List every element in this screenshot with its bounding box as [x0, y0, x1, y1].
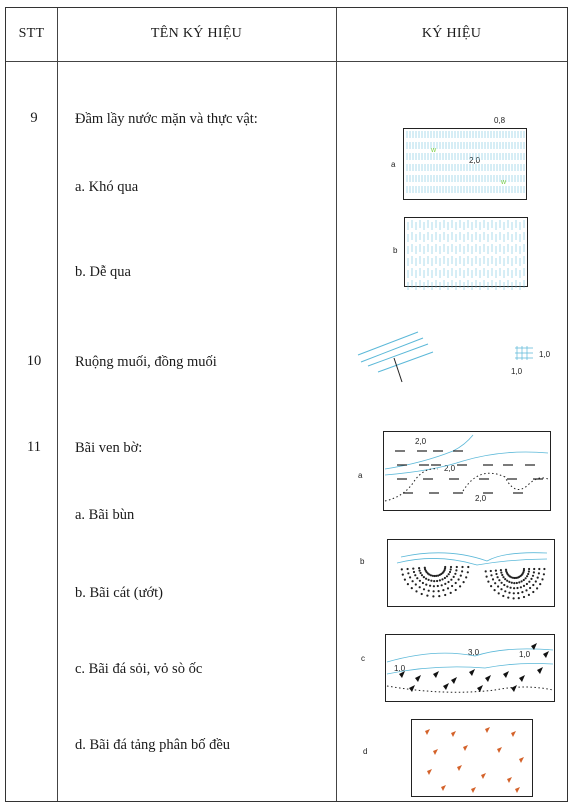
pattern-mark	[444, 594, 446, 596]
pattern-mark	[448, 573, 450, 575]
pattern-mark	[495, 573, 497, 575]
pattern-mark	[516, 587, 518, 589]
salt-field-small-symbol	[513, 346, 533, 362]
pattern-mark	[447, 587, 449, 589]
pattern-mark	[485, 570, 487, 572]
pattern-mark	[460, 575, 462, 577]
pattern-mark	[433, 580, 435, 582]
sub-item-label: c. Bãi đá sỏi, vỏ sò ốc	[75, 661, 203, 677]
pattern-mark	[455, 569, 457, 571]
header-stt: STT	[18, 26, 45, 41]
row-name: Đầm lầy nước mặn và thực vật:	[75, 111, 258, 127]
pattern-mark	[430, 580, 432, 582]
pattern-mark	[437, 585, 439, 587]
pattern-mark	[401, 568, 403, 570]
sub-item-label: b. Bãi cát (ướt)	[75, 585, 163, 601]
dimension-label: 1,0	[511, 367, 523, 376]
pattern-mark	[433, 590, 435, 592]
dimension-label: 3,0	[468, 648, 480, 657]
pattern-mark	[504, 590, 506, 592]
pattern-mark	[518, 597, 520, 599]
pattern-mark	[471, 787, 476, 793]
gravel-shell-symbol	[385, 634, 555, 702]
pattern-mark	[529, 587, 531, 589]
dimension-label: 1,0	[539, 350, 551, 359]
pattern-mark	[500, 588, 502, 590]
pattern-mark	[528, 594, 530, 596]
symbol-letter: b	[360, 557, 365, 566]
boulder-symbol	[411, 719, 533, 797]
pattern-mark	[404, 579, 406, 581]
pattern-mark	[450, 568, 452, 570]
pattern-mark	[526, 575, 528, 577]
pattern-mark	[420, 572, 422, 574]
pattern-mark	[507, 777, 512, 783]
pattern-mark	[451, 677, 457, 684]
pattern-mark	[446, 575, 448, 577]
pattern-mark	[523, 585, 525, 587]
pattern-mark	[497, 585, 499, 587]
pattern-mark	[539, 583, 541, 585]
column-divider	[336, 8, 337, 801]
row-name: Bãi ven bờ:	[75, 440, 143, 456]
vegetation-icon: w	[501, 179, 507, 186]
pattern-mark	[413, 571, 415, 573]
pattern-mark	[450, 592, 452, 594]
sub-item-label: b. Dễ qua	[75, 264, 131, 280]
pattern-mark	[538, 572, 540, 574]
pattern-mark	[415, 583, 417, 585]
pattern-mark	[449, 571, 451, 573]
pattern-mark	[511, 731, 516, 737]
sub-item-label: a. Bãi bùn	[75, 507, 135, 523]
pattern-mark	[504, 578, 506, 580]
pattern-mark	[407, 572, 409, 574]
pattern-mark	[477, 685, 483, 692]
pattern-mark	[458, 578, 460, 580]
pattern-mark	[515, 787, 520, 793]
pattern-mark	[494, 589, 496, 591]
pattern-mark	[527, 573, 529, 575]
pattern-mark	[507, 597, 509, 599]
pattern-mark	[457, 765, 462, 771]
pattern-mark	[433, 671, 439, 678]
pattern-mark	[424, 567, 426, 569]
pattern-mark	[451, 731, 456, 737]
pattern-mark	[506, 586, 508, 588]
pattern-mark	[526, 583, 528, 585]
pattern-mark	[418, 567, 420, 569]
pattern-mark	[485, 727, 490, 733]
pattern-mark	[416, 577, 418, 579]
pattern-mark	[428, 579, 430, 581]
pattern-mark	[500, 572, 502, 574]
pattern-mark	[528, 570, 530, 572]
pattern-mark	[486, 576, 488, 578]
pattern-mark	[467, 571, 469, 573]
pattern-mark	[498, 592, 500, 594]
pattern-mark	[453, 576, 455, 578]
pattern-mark	[513, 587, 515, 589]
pattern-mark	[536, 587, 538, 589]
pattern-mark	[421, 593, 423, 595]
mud-flat-symbol	[383, 431, 551, 511]
symbol-letter: a	[358, 471, 363, 480]
dimension-label: 1,0	[519, 650, 531, 659]
pattern-mark	[436, 580, 438, 582]
pattern-mark	[463, 745, 468, 751]
pattern-mark	[494, 582, 496, 584]
pattern-mark	[503, 671, 509, 678]
pattern-mark	[461, 566, 463, 568]
pattern-mark	[505, 569, 507, 571]
pattern-mark	[543, 568, 545, 570]
symbol-table	[5, 7, 568, 802]
pattern-mark	[533, 571, 535, 573]
pattern-mark	[442, 589, 444, 591]
pattern-mark	[525, 577, 527, 579]
pattern-mark	[450, 579, 452, 581]
pattern-mark	[463, 581, 465, 583]
pattern-mark	[521, 591, 523, 593]
pattern-mark	[455, 589, 457, 591]
pattern-mark	[427, 769, 432, 775]
row-number: 10	[26, 353, 42, 369]
row-number: 9	[30, 110, 38, 126]
pattern-mark	[506, 580, 508, 582]
dimension-label: 2,0	[444, 464, 456, 473]
pattern-mark	[530, 578, 532, 580]
pattern-mark	[444, 577, 446, 579]
pattern-mark	[441, 584, 443, 586]
pattern-mark	[428, 590, 430, 592]
pattern-mark	[438, 595, 440, 597]
pattern-mark	[459, 585, 461, 587]
pattern-mark	[537, 667, 543, 674]
pattern-mark	[425, 584, 427, 586]
pattern-mark	[423, 576, 425, 578]
pattern-mark	[543, 573, 545, 575]
pattern-mark	[538, 568, 540, 570]
pattern-mark	[500, 569, 502, 571]
header-symbol: KÝ HIỆU	[421, 26, 482, 41]
pattern-mark	[532, 591, 534, 593]
pattern-mark	[455, 582, 457, 584]
pattern-mark	[501, 574, 503, 576]
symbol-letter: a	[391, 160, 396, 169]
pattern-mark	[520, 586, 522, 588]
pattern-mark	[425, 729, 430, 735]
pattern-mark	[517, 592, 519, 594]
pattern-mark	[411, 587, 413, 589]
pattern-mark	[456, 566, 458, 568]
pattern-mark	[426, 595, 428, 597]
pattern-mark	[525, 589, 527, 591]
pattern-mark	[441, 578, 443, 580]
pattern-mark	[419, 580, 421, 582]
pattern-mark	[497, 576, 499, 578]
pattern-mark	[532, 584, 534, 586]
pattern-mark	[451, 585, 453, 587]
pattern-mark	[467, 566, 469, 568]
wet-sand-symbol	[387, 539, 555, 607]
pattern-mark	[461, 570, 463, 572]
pattern-mark	[516, 582, 518, 584]
pattern-mark	[523, 579, 525, 581]
pattern-mark	[533, 568, 535, 570]
pattern-mark	[521, 580, 523, 582]
pattern-mark	[399, 671, 405, 678]
sub-item-label: a. Khó qua	[75, 179, 139, 195]
pattern-mark	[508, 581, 510, 583]
pattern-mark	[510, 587, 512, 589]
pattern-mark	[513, 582, 515, 584]
pattern-mark	[503, 584, 505, 586]
salt-marsh-difficult-symbol	[403, 128, 527, 200]
pattern-mark	[502, 595, 504, 597]
row-number: 11	[27, 439, 41, 455]
pattern-mark	[528, 568, 530, 570]
salt-field-symbol	[358, 330, 438, 385]
symbol-letter: b	[393, 246, 398, 255]
pattern-mark	[438, 590, 440, 592]
pattern-mark	[511, 582, 513, 584]
pattern-mark	[541, 578, 543, 580]
pattern-mark	[454, 573, 456, 575]
pattern-mark	[419, 586, 421, 588]
pattern-mark	[490, 574, 492, 576]
pattern-mark	[432, 595, 434, 597]
header-divider	[6, 61, 567, 62]
pattern-mark	[409, 685, 415, 692]
pattern-mark	[513, 597, 515, 599]
dimension-label: 1,0	[394, 664, 406, 673]
pattern-mark	[523, 596, 525, 598]
pattern-mark	[425, 578, 427, 580]
symbol-letter: d	[363, 747, 368, 756]
pattern-mark	[415, 590, 417, 592]
pattern-mark	[543, 651, 549, 658]
pattern-mark	[487, 581, 489, 583]
pattern-mark	[498, 579, 500, 581]
pattern-mark	[490, 585, 492, 587]
pattern-mark	[423, 588, 425, 590]
header-name: TÊN KÝ HIỆU	[150, 26, 243, 41]
symbol-letter: c	[361, 654, 365, 663]
pattern-mark	[414, 574, 416, 576]
pattern-mark	[402, 574, 404, 576]
dimension-label: 2,0	[469, 156, 481, 165]
pattern-mark	[508, 592, 510, 594]
pattern-mark	[528, 581, 530, 583]
salt-marsh-passable-symbol	[404, 217, 528, 287]
pattern-mark	[469, 669, 475, 676]
pattern-mark	[409, 576, 411, 578]
pattern-mark	[444, 583, 446, 585]
pattern-mark	[518, 581, 520, 583]
pattern-mark	[490, 570, 492, 572]
pattern-mark	[513, 592, 515, 594]
pattern-mark	[450, 566, 452, 568]
pattern-mark	[421, 574, 423, 576]
pattern-mark	[412, 580, 414, 582]
pattern-mark	[407, 583, 409, 585]
pattern-mark	[433, 585, 435, 587]
pattern-mark	[422, 582, 424, 584]
dimension-label: 2,0	[415, 437, 427, 446]
pattern-mark	[465, 576, 467, 578]
pattern-mark	[433, 749, 438, 755]
pattern-mark	[407, 568, 409, 570]
pattern-mark	[532, 575, 534, 577]
pattern-mark	[439, 579, 441, 581]
pattern-mark	[535, 580, 537, 582]
pattern-mark	[492, 578, 494, 580]
pattern-mark	[537, 577, 539, 579]
pattern-mark	[519, 675, 525, 682]
dimension-label: 0,8	[494, 116, 506, 125]
pattern-mark	[485, 675, 491, 682]
pattern-mark	[447, 581, 449, 583]
pattern-mark	[501, 582, 503, 584]
pattern-mark	[429, 585, 431, 587]
dimension-label: 2,0	[475, 494, 487, 503]
pattern-mark	[415, 675, 421, 682]
pattern-mark	[497, 747, 502, 753]
pattern-mark	[481, 773, 486, 779]
pattern-mark	[511, 685, 517, 692]
sub-item-label: d. Bãi đá tảng phân bố đều	[75, 737, 231, 753]
pattern-mark	[443, 683, 449, 690]
row-name: Ruộng muối, đồng muối	[75, 354, 217, 370]
pattern-mark	[441, 785, 446, 791]
pattern-mark	[412, 568, 414, 570]
pattern-mark	[419, 570, 421, 572]
pattern-mark	[502, 576, 504, 578]
pattern-mark	[495, 570, 497, 572]
vegetation-icon: w	[431, 147, 437, 154]
pattern-mark	[519, 757, 524, 763]
